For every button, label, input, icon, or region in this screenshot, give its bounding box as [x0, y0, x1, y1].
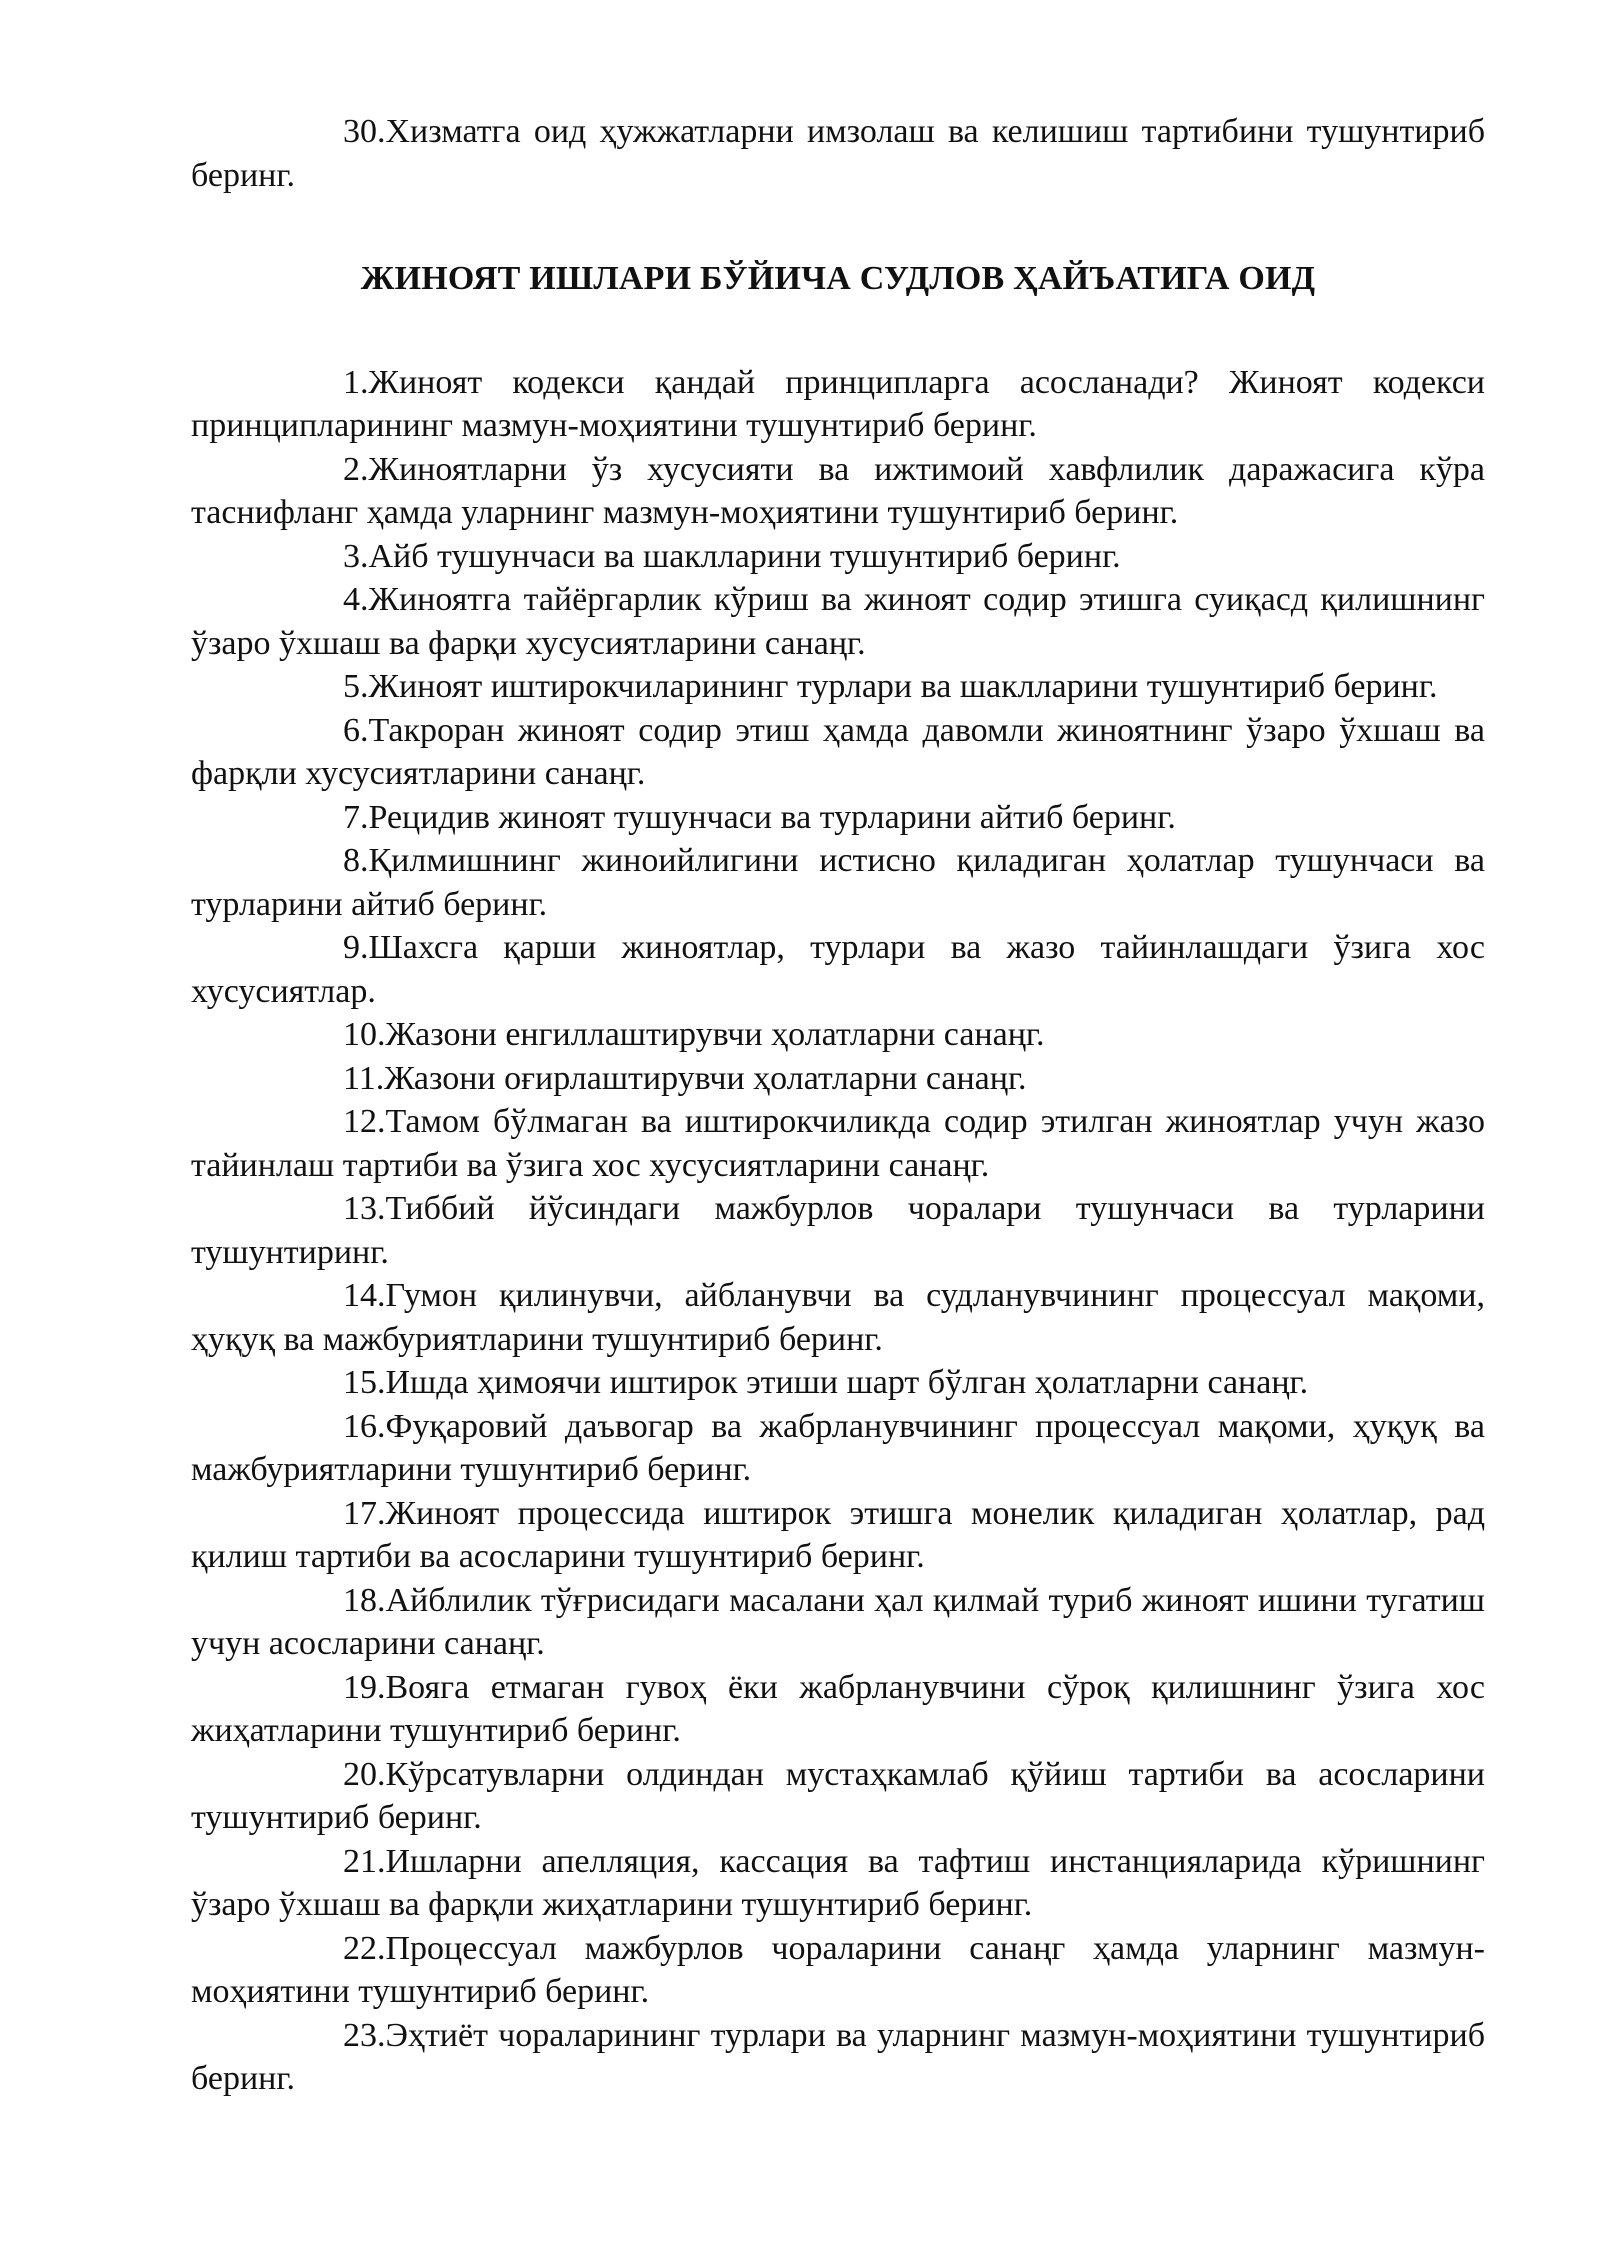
item-text: Жиноят иштирокчиларининг турлари ва шаклларини тушунтириб беринг. — [368, 668, 1438, 705]
item-text: Тиббий йўсиндаги мажбурлов чоралари тушунчаси ва турларини тушунтиринг. — [191, 1190, 1485, 1271]
item-text: Ишда ҳимоячи иштирок этиши шарт бўлган ҳолатларни санаңг. — [385, 1364, 1309, 1401]
item-number: 8. — [343, 842, 369, 879]
item-number: 21. — [343, 1842, 386, 1880]
item-text: Ишларни апелляция, кассация ва тафтиш инстанцияларида кўришнинг ўзаро ўхшаш ва фарқли жиҳатларини тушунтириб беринг. — [191, 1842, 1485, 1923]
item-number: 12. — [343, 1103, 386, 1140]
list-item — [191, 1274, 1485, 1361]
item-number: 19. — [343, 1668, 386, 1706]
list-item — [191, 1361, 1485, 1405]
item-number: 18. — [343, 1581, 386, 1619]
list-item — [191, 1187, 1485, 1274]
item-text: Айб тушунчаси ва шаклларини тушунтириб беринг. — [368, 537, 1121, 575]
list-item — [191, 535, 1485, 579]
item-text: Процессуал мажбурлов чораларини санаңг ҳамда уларнинг мазмун-моҳиятини тушунтириб беринг. — [191, 1929, 1485, 2010]
item-number: 30. — [343, 113, 386, 150]
list-item — [191, 2014, 1485, 2101]
item-text: Рецидив жиноят тушунчаси ва турларини айтиб беринг. — [368, 798, 1176, 836]
list-item — [191, 926, 1485, 1013]
list-item — [191, 1840, 1485, 1927]
item-number: 5. — [343, 668, 369, 705]
item-number: 10. — [343, 1016, 386, 1053]
question-list — [191, 361, 1485, 2101]
list-item — [191, 1927, 1485, 2014]
item-number: 9. — [343, 929, 369, 966]
item-number: 14. — [343, 1277, 386, 1314]
item-text: Жазони оғирлаштирувчи ҳолатларни санаңг. — [384, 1059, 1027, 1097]
item-text: Тамом бўлмаган ва иштирокчиликда содир этилган жиноятлар учун жазо тайинлаш тартиби ва ўзига хос хусусиятларини санаңг. — [191, 1103, 1485, 1184]
intro-list-item — [191, 110, 1485, 197]
item-text: Шахсга қарши жиноятлар, турлари ва жазо тайинлашдаги ўзига хос хусусиятлар. — [191, 929, 1485, 1010]
list-item — [191, 1666, 1485, 1753]
item-number: 23. — [343, 2016, 386, 2054]
item-text: Жиноят кодекси қандай принципларга асосланади? Жиноят кодекси принципларининг мазмун-моҳиятини тушунтириб беринг. — [191, 363, 1485, 444]
item-number: 6. — [343, 711, 369, 749]
item-number: 15. — [343, 1364, 386, 1401]
item-text: Вояга етмаган гувоҳ ёки жабрланувчини сўроқ қилишнинг ўзига хос жиҳатларини тушунтириб беринг. — [191, 1668, 1485, 1749]
item-text: Айблилик тўғрисидаги масалани ҳал қилмай туриб жиноят ишини тугатиш учун асосларини санаңг. — [191, 1581, 1485, 1662]
list-item — [191, 1753, 1485, 1840]
item-text: Эҳтиёт чораларининг турлари ва уларнинг мазмун-моҳиятини тушунтириб беринг. — [191, 2016, 1485, 2097]
item-text: Жиноят процессида иштирок этишга монелик қиладиган ҳолатлар, рад қилиш тартиби ва асосларини тушунтириб беринг. — [191, 1494, 1485, 1575]
item-text: Жазони енгиллаштирувчи ҳолатларни санаңг. — [385, 1016, 1045, 1053]
list-item — [191, 1100, 1485, 1187]
list-item — [191, 839, 1485, 926]
item-number: 13. — [343, 1190, 386, 1227]
item-number: 20. — [343, 1755, 386, 1793]
list-item — [191, 1492, 1485, 1579]
list-item — [191, 361, 1485, 448]
item-text: Кўрсатувларни олдиндан мустаҳкамлаб қўйиш тартиби ва асосларини тушунтириб беринг. — [191, 1755, 1485, 1836]
item-text: Гумон қилинувчи, айбланувчи ва судланувчининг процессуал мақоми, ҳуқуқ ва мажбуриятларини тушунтириб беринг. — [191, 1277, 1485, 1358]
item-number: 4. — [343, 581, 369, 618]
list-item — [191, 448, 1485, 535]
item-text: Хизматга оид ҳужжатларни имзолаш ва келишиш тартибини тушунтириб беринг. — [191, 113, 1485, 194]
item-number: 2. — [343, 450, 369, 488]
item-number: 22. — [343, 1929, 386, 1967]
item-text: Фуқаровий даъвогар ва жабрланувчининг процессуал мақоми, ҳуқуқ ва мажбуриятларини тушунтириб беринг. — [191, 1407, 1485, 1488]
item-number: 16. — [343, 1407, 386, 1445]
list-item — [191, 796, 1485, 840]
list-item — [191, 709, 1485, 796]
item-text: Қилмишнинг жиноийлигини истисно қиладиган ҳолатлар тушунчаси ва турларини айтиб беринг. — [191, 842, 1485, 923]
item-text: Жиноятларни ўз хусусияти ва ижтимоий хавфлилик даражасига кўра таснифланг ҳамда уларнинг мазмун-моҳиятини тушунтириб беринг. — [191, 450, 1485, 531]
list-item — [191, 1013, 1485, 1057]
item-number: 17. — [343, 1494, 386, 1532]
item-number: 11. — [343, 1059, 385, 1097]
item-text: Такроран жиноят содир этиш ҳамда давомли жиноятнинг ўзаро ўхшаш ва фарқли хусусиятларини санаңг. — [191, 711, 1485, 792]
section-title: ЖИНОЯТ ИШЛАРИ БЎЙИЧА СУДЛОВ ҲАЙЪАТИГА ОИД — [360, 260, 1316, 297]
item-number: 7. — [343, 798, 369, 836]
item-number: 1. — [343, 363, 369, 401]
document-page — [191, 110, 1485, 2101]
list-item — [191, 665, 1485, 709]
item-text: Жиноятга тайёргарлик кўриш ва жиноят содир этишга суиқасд қилишнинг ўзаро ўхшаш ва фарқи хусусиятларини санаңг. — [191, 581, 1485, 662]
list-item — [191, 1405, 1485, 1492]
list-item — [191, 1579, 1485, 1666]
list-item — [191, 578, 1485, 665]
item-number: 3. — [343, 537, 369, 575]
list-item — [191, 1057, 1485, 1101]
